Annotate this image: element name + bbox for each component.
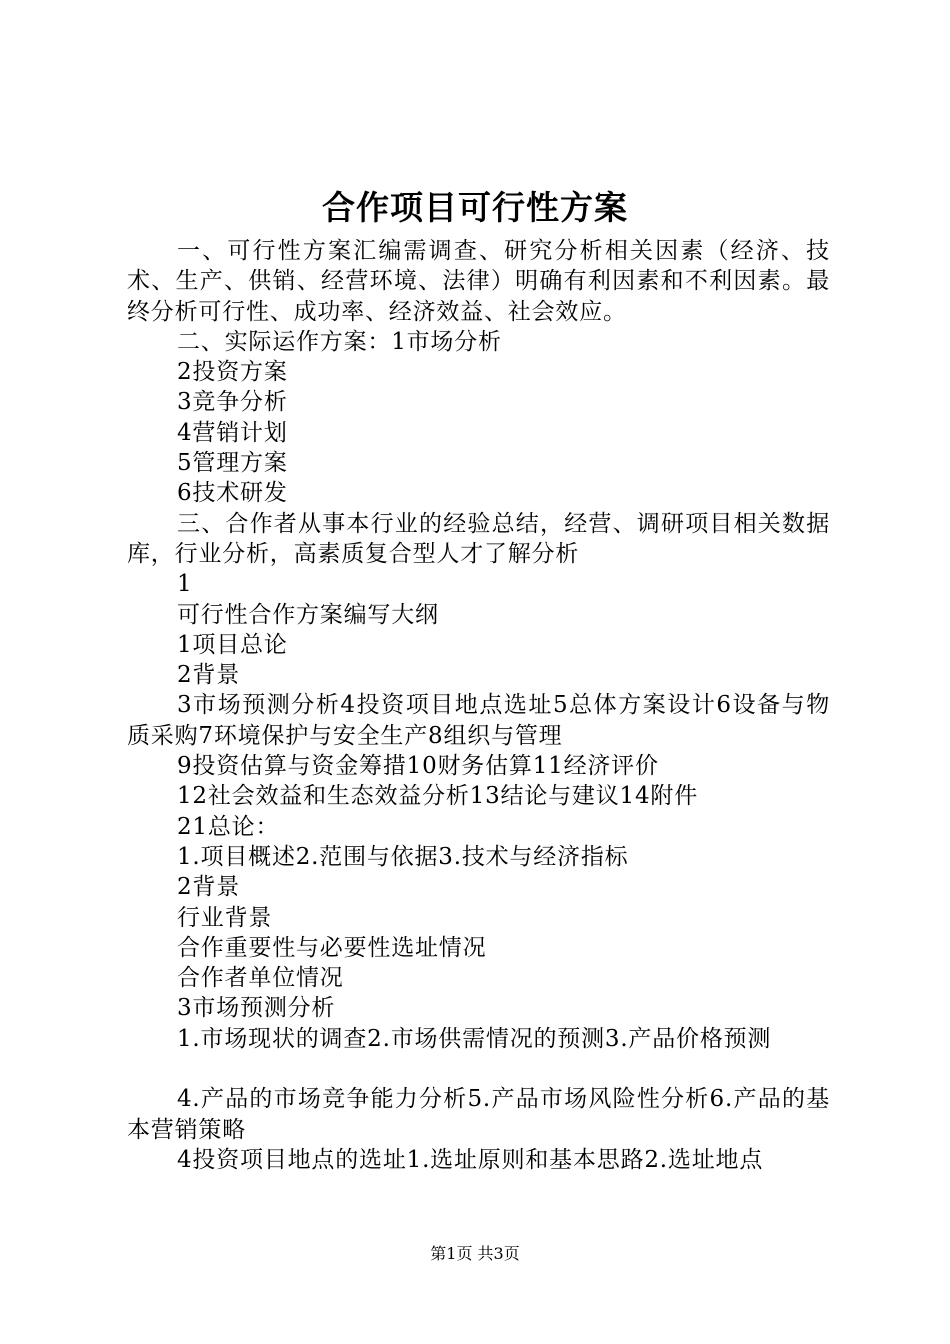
paragraph-13: 3市场预测分析4投资项目地点选址5总体方案设计6设备与物质采购7环境保护与安全生产8组织与管理 (127, 692, 830, 749)
paragraph-4: 3竞争分析 (177, 389, 288, 416)
paragraph-12: 2背景 (177, 662, 241, 689)
paragraph-10: 可行性合作方案编写大纲 (177, 601, 439, 628)
paragraph-8: 三、合作者从事本行业的经验总结，经营、调研项目相关数据库，行业分析，高素质复合型人才了解分析 (127, 510, 830, 567)
paragraph-19: 行业背景 (177, 904, 273, 931)
paragraph-3: 2投资方案 (177, 359, 288, 386)
paragraph-7: 6技术研发 (177, 480, 288, 507)
paragraph-14: 9投资估算与资金筹措10财务估算11经济评价 (177, 753, 659, 780)
document-title: 合作项目可行性方案 (322, 188, 628, 227)
paragraph-1: 一、可行性方案汇编需调查、研究分析相关因素（经济、技术、生产、供销、经营环境、法律）明确有利因素和不利因素。最终分析可行性、成功率、经济效益、社会效应。 (127, 238, 830, 325)
paragraph-22: 3市场预测分析 (177, 995, 336, 1022)
paragraph-2: 二、实际运作方案：1市场分析 (177, 328, 502, 355)
paragraph-6: 5管理方案 (177, 450, 288, 477)
document-body (127, 236, 830, 1175)
paragraph-24: 4.产品的市场竞争能力分析5.产品市场风险性分析6.产品的基本营销策略 (127, 1086, 830, 1143)
paragraph-16: 21总论： (177, 813, 280, 840)
paragraph-15: 12社会效益和生态效益分析13结论与建议14附件 (177, 783, 698, 810)
paragraph-18: 2背景 (177, 874, 241, 901)
paragraph-20: 合作重要性与必要性选址情况 (177, 934, 487, 961)
paragraph-5: 4营销计划 (177, 419, 288, 446)
paragraph-23: 1.市场现状的调查2.市场供需情况的预测3.产品价格预测 (177, 1025, 772, 1052)
paragraph-11: 1项目总论 (177, 631, 288, 658)
paragraph-21: 合作者单位情况 (177, 965, 344, 992)
page-footer: 第1页 共3页 (430, 1244, 520, 1263)
blank-line (127, 1054, 830, 1084)
paragraph-17: 1.项目概述2.范围与依据3.技术与经济指标 (177, 843, 629, 870)
paragraph-9: 1 (177, 571, 193, 598)
paragraph-25: 4投资项目地点的选址1.选址原则和基本思路2.选址地点 (177, 1146, 764, 1173)
